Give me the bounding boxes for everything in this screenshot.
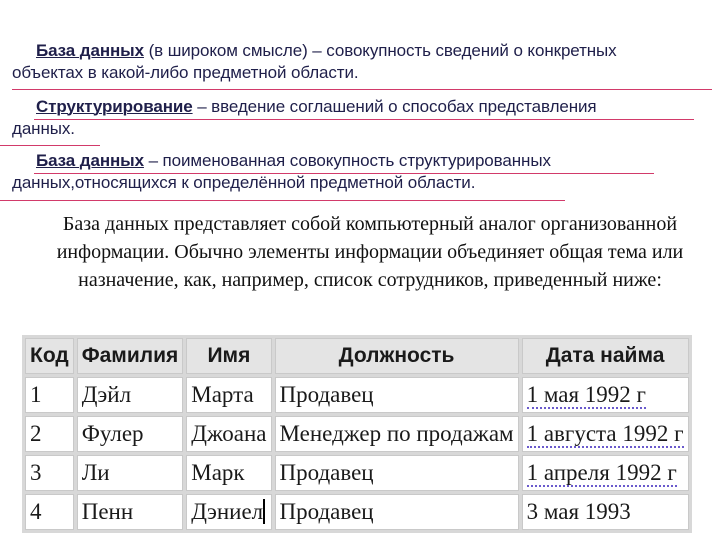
definition-text-line2: объектах в какой-либо предметной области.: [12, 63, 359, 82]
definition-database-broad: [12, 40, 712, 84]
cell-first-name[interactable]: Марта: [186, 377, 271, 413]
divider-line: [34, 119, 694, 120]
cell-hire-date[interactable]: [522, 377, 689, 413]
cell-hire-date[interactable]: [522, 455, 689, 491]
definition-text: – введение соглашений о способах представления: [192, 97, 597, 116]
employees-table: [22, 335, 692, 533]
column-header-hire-date: Дата найма: [522, 338, 689, 374]
cell-first-name[interactable]: [186, 494, 271, 530]
cell-last-name[interactable]: Дэйл: [77, 377, 184, 413]
table-row: [25, 377, 689, 413]
hire-date-text: 1 апреля 1992 г: [526, 460, 677, 485]
cell-last-name[interactable]: Фулер: [77, 416, 184, 452]
definition-text: – поименованная совокупность структурированных: [143, 151, 551, 170]
divider-line: [0, 145, 100, 146]
cell-code[interactable]: 4: [25, 494, 74, 530]
cell-code[interactable]: 2: [25, 416, 74, 452]
cell-code[interactable]: 1: [25, 377, 74, 413]
intro-paragraph: База данных представляет собой компьютерный аналог организованной информации. Обычно элементы информации объединяет общая тема или назначение, как, например, список сотрудников, приведенный ниже:: [56, 213, 684, 291]
table-header-row: [25, 338, 689, 374]
divider-line: [0, 200, 565, 201]
cell-position[interactable]: Продавец: [275, 455, 519, 491]
cell-position[interactable]: Продавец: [275, 377, 519, 413]
text-cursor-field: Дэниел: [191, 499, 264, 524]
column-header-last-name: Фамилия: [77, 338, 184, 374]
column-header-position: Должность: [275, 338, 519, 374]
table-row: [25, 455, 689, 491]
definition-text: (в широком смысле) – совокупность сведений о конкретных: [143, 41, 617, 60]
hire-date-text: 1 мая 1992 г: [526, 382, 646, 407]
cell-last-name[interactable]: Ли: [77, 455, 184, 491]
cell-hire-date[interactable]: 3 мая 1993: [522, 494, 689, 530]
cell-hire-date[interactable]: [522, 416, 689, 452]
column-header-first-name: Имя: [186, 338, 271, 374]
hire-date-text: 1 августа 1992 г: [526, 421, 684, 446]
definition-term: База данных: [36, 151, 144, 170]
table-row: [25, 494, 689, 530]
column-header-code: Код: [25, 338, 74, 374]
table-row: [25, 416, 689, 452]
cell-first-name[interactable]: Марк: [186, 455, 271, 491]
cell-last-name[interactable]: Пенн: [77, 494, 184, 530]
definition-structuring: [12, 96, 712, 140]
cell-first-name[interactable]: Джоана: [186, 416, 271, 452]
cell-position[interactable]: Менеджер по продажам: [275, 416, 519, 452]
divider-line: [12, 89, 712, 90]
divider-line: [34, 173, 654, 174]
definition-database-named: [12, 150, 712, 194]
definition-term: База данных: [36, 41, 144, 60]
cell-position[interactable]: Продавец: [275, 494, 519, 530]
cell-code[interactable]: 3: [25, 455, 74, 491]
definition-text-line2: данных.: [12, 119, 75, 138]
definition-text-line2: данных,относящихся к определённой предметной области.: [12, 173, 476, 192]
definition-term: Структурирование: [36, 97, 193, 116]
